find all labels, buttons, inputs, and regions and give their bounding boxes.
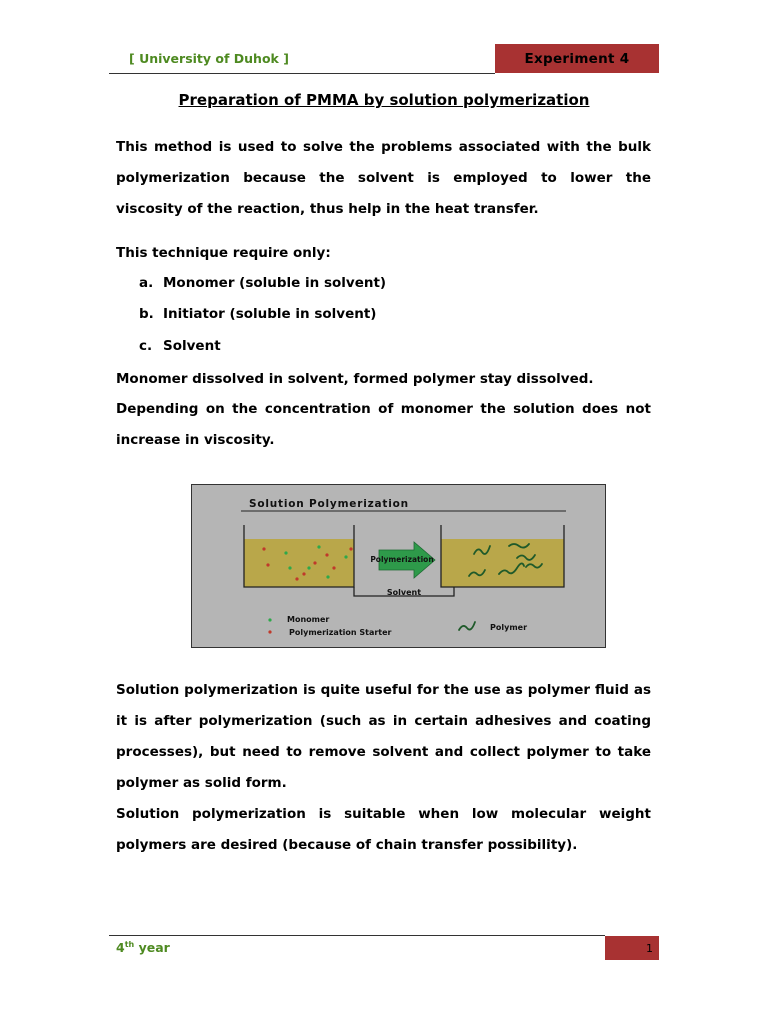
year-word: year (134, 940, 170, 956)
useful-paragraph: Solution polymerization is quite useful for the use as polymer fluid as it is after polymerization (such as in certain adhesives and coating processes), but need to remove solvent and collect polymer to take polymer as solid form. (116, 682, 651, 791)
year-suffix: th (124, 940, 135, 949)
arrow-label: Polymerization (370, 555, 434, 564)
list-item (139, 306, 376, 322)
suitable-paragraph: Solution polymerization is suitable when low molecular weight polymers are desired (because of chain transfer possibility). (116, 806, 651, 853)
legend-starter-dot (268, 630, 271, 633)
dissolved-paragraph: Monomer dissolved in solvent, formed polymer stay dissolved. (116, 371, 594, 387)
experiment-badge: Experiment 4 (495, 44, 659, 73)
year-label (116, 940, 170, 955)
solvent-label: Solvent (386, 588, 422, 597)
requires-paragraph: This technique require only: (116, 245, 331, 261)
header-rule (109, 73, 495, 74)
page-title: Preparation of PMMA by solution polymerization (178, 91, 590, 109)
legend-monomer-label: Monomer (287, 615, 330, 624)
left-tank-liquid (244, 539, 354, 587)
list-item (139, 275, 386, 291)
list-item (139, 338, 221, 354)
figure-title: Solution Polymerization (249, 498, 409, 510)
list-marker: a. (139, 275, 154, 291)
intro-paragraph: This method is used to solve the problems associated with the bulk polymerization because the solvent is employed to lower the viscosity of the reaction, thus help in the heat transfer. (116, 139, 651, 217)
right-tank-liquid (441, 539, 564, 587)
solution-polymerization-figure (191, 484, 606, 648)
list-text: Solvent (163, 338, 221, 354)
list-text: Monomer (soluble in solvent) (163, 275, 387, 291)
list-text: Initiator (soluble in solvent) (163, 306, 377, 322)
legend-polymer-label: Polymer (490, 623, 528, 632)
page-number: 1 (605, 936, 659, 960)
figure-svg (191, 484, 606, 648)
year-number: 4 (116, 940, 125, 956)
legend-starter-label: Polymerization Starter (289, 628, 392, 637)
legend-monomer-dot (268, 618, 271, 621)
university-label: [ University of Duhok ] (129, 51, 289, 66)
list-marker: c. (139, 338, 153, 354)
list-marker: b. (139, 306, 154, 322)
footer-rule (109, 935, 605, 936)
depending-paragraph: Depending on the concentration of monomer the solution does not increase in viscosity. (116, 401, 651, 448)
